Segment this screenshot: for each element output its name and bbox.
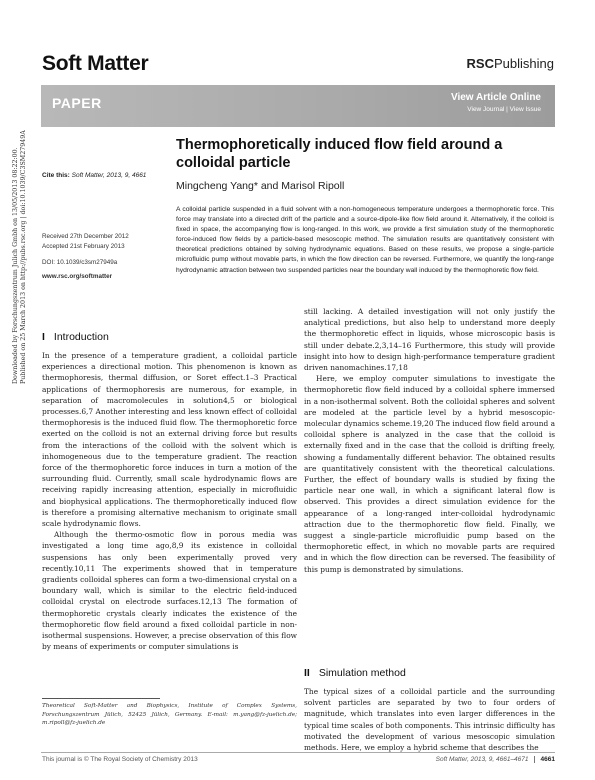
view-journal-issue-links[interactable]: View Journal | View Issue [467,106,541,113]
footnote-rule [42,698,160,699]
paragraph: still lacking. A detailed investigation will not only justify the analytical predictions, but also help to understand more deeply the thermophoretic effect in liquids, whose microscopic basis is still under debate.2,3,14–16 Furthermore, this study will provide insight into how to design high-performance temperature gradient driven nanomachines.17,18 [304,307,555,373]
publisher-logo [467,56,554,71]
section-heading-introduction [42,331,109,343]
left-column [42,350,297,652]
section-heading-simulation-method [304,667,406,679]
view-article-online-link[interactable]: View Article Online [450,92,541,103]
accepted-date: Accepted 21st February 2013 [42,242,125,250]
article-dates [42,232,129,251]
margin-note-line-2: Published on 25 March 2013 on http://pubs.rsc.org | doi:10.1039/C3SM27949A [20,130,27,384]
footer-citation: Soft Matter, 2013, 9, 4661–4671 [435,756,529,763]
paragraph: Here, we employ computer simulations to investigate the thermophoretic flow field induced by a colloidal sphere immersed in a non-isothermal solvent. Both the colloidal spheres and solvent are modeled at the particle level by a hybrid mesoscopic-molecular dynamics scheme.19,20 The induced flow field around a colloidal sphere is analyzed in the case that the colloid is externally fixed and in the case that the colloid is drifting freely, showing a fundamentally different behavior. The obtained results are quantitatively consistent with the theoretical calculations. Further, the effect of boundary walls is studied by fixing the particle near one wall, in which a significant lateral flow is observed. This provides a direct simulation evidence for the appearance of a long-ranged inter-colloidal hydrodynamic attraction due to the thermophoretic flow field. Finally, we suggest a single-particle microfluidic pump based on the thermophoretic effect, in which no movable parts are required and in which the flow direction can be reversed. The feasibility of this pump is demonstrated by simulations. [304,374,555,574]
page-number: 4661 [540,756,555,763]
copyright-footer: This journal is © The Royal Society of Chemistry 2013 [42,756,198,763]
article-type-label: PAPER [52,95,102,111]
download-margin-note [12,130,28,384]
cite-text: Soft Matter, 2013, 9, 4661 [71,172,147,179]
section-title: Simulation method [318,667,406,679]
abstract: A colloidal particle suspended in a fluid solvent with a non-homogeneous temperature undergoes a thermophoretic force. This force may translate into a directed drift of the particle and a source-dipole-like flow field around it. Alternatively, if the colloid is fixed in space, the accompanying flow is long-ranged. In this work, we provide a first simulation study of the thermophoretic force-induced flow fields by a particle-based mesoscopic method. The simulation results are quantitatively consistent with theoretical predictions obtained by solving hydrodynamic equations. Based on these results, we propose a single-particle microfluidic pump without movable parts, in which the flow direction can be reversed. Furthermore, we quantify the long-range hydrodynamic attraction between two suspended particles near the boundary wall induced by the thermophoretic flow field. [176,206,554,274]
section-title: Introduction [53,331,109,343]
journal-name: Soft Matter [42,52,149,75]
publisher-logo-bold: RSC [466,56,494,71]
article-type-banner [41,85,555,127]
paragraph: In the presence of a temperature gradient, a colloidal particle experiences a directional motion. This phenomenon is known as thermophoresis, thermal diffusion, or Soret effect.1–3 Practical applications of thermophoresis are numerous, for example, in separation of macromolecules in solution4,5 or biological processes.6,7 Another interesting and less known effect of colloidal thermophoresis is the induced fluid flow. The thermophoretic force exerted on the colloid is not an external driving force but results from the interactions of the colloid with the solvent which is inhomogeneous due to the temperature gradient. The reaction force of the thermophoretic force induces in turn a motion of the surrounding fluid. Currently, small scale hydrodynamic flows are receiving rapidly increasing attention, especially in microfluidic and biophysical applications. The thermophoretically induced flow is therefore a promising alternative mechanism to originate small scale hydrodynamic flows. [42,351,297,529]
affiliation-footnote: Theoretical Soft-Matter and Biophysics, Institute of Complex Systems, Forschungszentrum Jülich, 52425 Jülich, Germany. E-mail: m.yang@fz-juelich.de; m.ripoll@fz-juelich.de [42,703,297,727]
article-title: Thermophoretically induced flow field around a colloidal particle [176,137,503,171]
section-number: II [304,667,310,679]
paragraph: The typical sizes of a colloidal particle and the surrounding solvent particles are separated by two to four orders of magnitude, which translates into even larger differences in the typical time scales of both components. This intrinsic difficulty has motivated the development of various mesoscopic simulation methods. Here, we employ a hybrid scheme that describes the [304,687,555,753]
journal-website-link[interactable]: www.rsc.org/softmatter [42,273,113,280]
authors: Mingcheng Yang* and Marisol Ripoll [176,180,345,192]
footer-rule [41,752,555,753]
doi[interactable]: DOI: 10.1039/c3sm27949a [42,259,118,266]
paragraph: Although the thermo-osmotic flow in porous media was investigated a long time ago,8,9 its existence in colloidal suspensions has only been experimentally proved very recently.10,11 The experiments showed that in temperature gradients colloidal spheres can form a two-dimensional crystal on a boundary wall, which is similar to the electric field-induced colloidal crystal on electrode surfaces.12,13 The formation of thermophoretic crystals clearly indicates the existence of the thermophoretic flow field around a fixed colloidal particle in non-isothermal suspensions. However, a precise observation of this flow by means of experiments or computer simulations is [42,530,297,652]
publisher-logo-rest: Publishing [494,56,554,71]
cite-label: Cite this: [42,172,70,179]
citation [42,172,146,179]
right-column [304,306,555,575]
section-number: I [42,331,45,343]
page-footer [436,756,555,763]
received-date: Received 27th December 2012 [42,233,129,240]
margin-note-line-1: Downloaded by Forschungszentrum Julich Gmbh on 13/05/2013 08:22:00. [12,147,19,384]
